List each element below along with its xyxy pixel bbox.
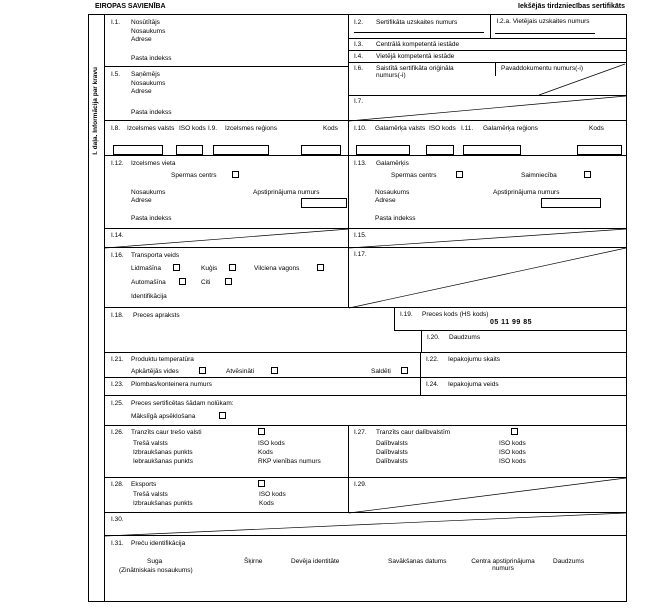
field-label: Nosaukums xyxy=(131,189,166,196)
origin-iso-entry[interactable] xyxy=(176,145,203,155)
field-label: Nosaukums xyxy=(131,80,166,87)
box-number: I.13. xyxy=(354,160,367,167)
approval-number-entry[interactable] xyxy=(301,198,347,208)
row-code-label: RKP vienības numurs xyxy=(258,458,321,465)
chilled-label: Atvēsināti xyxy=(226,368,255,375)
row-code-label: ISO kods xyxy=(499,458,526,465)
code-label: Kods xyxy=(589,125,604,132)
box-i5-consignee xyxy=(105,67,349,121)
airplane-label: Lidmašīna xyxy=(131,265,161,272)
box-i12-place-of-origin xyxy=(105,156,349,229)
box-number: I.7. xyxy=(354,98,364,105)
box-title: Galamērķis xyxy=(376,160,409,167)
destination-country-entry[interactable] xyxy=(356,145,410,155)
box-i17 xyxy=(349,248,626,308)
box-title: Preču identifikācija xyxy=(131,540,186,547)
field-label: Pasta indekss xyxy=(131,55,172,62)
other-label: Citi xyxy=(201,279,211,286)
identification-label: Identifikācija xyxy=(131,293,167,300)
field-label: Pasta indekss xyxy=(375,215,416,222)
column-header-species: Suga xyxy=(147,558,163,565)
row-label: Dalībvalsts xyxy=(376,449,408,456)
row-code-label: ISO kods xyxy=(499,440,526,447)
row-code-label: ISO kods xyxy=(258,440,285,447)
artificial-insemination-label: Mākslīgā apsēklošana xyxy=(131,413,196,420)
transit-third-country-checkbox[interactable] xyxy=(258,428,265,435)
box-i31-identification xyxy=(105,536,626,601)
box-number: I.6. xyxy=(354,65,364,72)
box-i13-place-of-destination xyxy=(349,156,626,229)
part1-strip xyxy=(89,15,105,601)
box-number: I.11. xyxy=(461,125,474,132)
railway-wagon-label: Vilciena vagons xyxy=(254,265,300,272)
box-title: Sertifikāta uzskaites numurs xyxy=(376,19,458,26)
column-subheader-scientific-name: (Zinātniskais nosaukums) xyxy=(119,567,193,574)
page-title-left: EIROPAS SAVIENĪBA xyxy=(95,3,166,10)
semen-centre-checkbox[interactable] xyxy=(232,171,239,178)
box-title: Transporta veids xyxy=(131,252,180,259)
box-number: I.26. xyxy=(111,429,124,436)
destination-region-entry[interactable] xyxy=(463,145,521,155)
crossout-line xyxy=(349,478,626,513)
box-title: Saņēmējs xyxy=(131,71,160,78)
box-number: I.16. xyxy=(111,252,124,259)
box-i25-certified-as xyxy=(105,396,626,426)
box-i20-quantity xyxy=(421,331,626,353)
code-label: Kods xyxy=(323,125,338,132)
local-number-entry-line[interactable] xyxy=(495,24,595,34)
ambient-checkbox[interactable] xyxy=(199,367,206,374)
box-number: I.17. xyxy=(354,251,367,258)
row-label: Izbraukšanas punkts xyxy=(133,449,193,456)
box-title: Izcelsmes valsts xyxy=(127,125,175,132)
box-number: I.2. xyxy=(354,19,364,26)
box-number: I.10. xyxy=(354,125,367,132)
chilled-checkbox[interactable] xyxy=(271,367,278,374)
box-title: Galamērķa reģions xyxy=(483,125,538,132)
export-checkbox[interactable] xyxy=(258,480,265,487)
origin-region-entry[interactable] xyxy=(213,145,269,155)
box-i2-certificate-number xyxy=(349,15,491,39)
box-title: Preces sertificētas šādam nolūkam: xyxy=(131,400,234,407)
iso-code-label: ISO kods xyxy=(429,125,456,132)
artificial-insemination-checkbox[interactable] xyxy=(219,412,226,419)
box-number: I.18. xyxy=(111,312,124,319)
field-label: Nosaukums xyxy=(131,28,166,35)
approval-number-label: Apstiprinājuma numurs xyxy=(253,189,320,196)
box-number: I.19. xyxy=(400,311,413,318)
holding-label: Saimniecība xyxy=(521,172,557,179)
certificate-form xyxy=(88,14,627,602)
box-title: Tranzīts caur dalībvalstīm xyxy=(376,429,451,436)
certificate-number-entry-line[interactable] xyxy=(354,23,484,33)
box-i16-transport xyxy=(105,248,349,308)
box-title: Galamērķa valsts xyxy=(375,125,426,132)
box-i28-export xyxy=(105,478,349,513)
box-title: Iepakojumu skaits xyxy=(448,356,501,363)
semen-centre-checkbox[interactable] xyxy=(456,171,463,178)
frozen-checkbox[interactable] xyxy=(401,367,408,374)
box-title: Centrālā kompetentā iestāde xyxy=(376,41,460,48)
box-i3-central-authority xyxy=(349,39,626,51)
destination-iso-entry[interactable] xyxy=(426,145,454,155)
box-i23-seal-container xyxy=(105,378,421,396)
box-title: Vietējā kompetentā iestāde xyxy=(376,53,455,60)
box-number: I.27. xyxy=(354,429,367,436)
box-i19-commodity-code xyxy=(394,308,626,331)
box-number: I.22. xyxy=(426,356,439,363)
column-header-quantity: Daudzums xyxy=(553,558,585,565)
box-number: I.29. xyxy=(354,481,367,488)
field-label: Adrese xyxy=(375,197,396,204)
origin-region-code-entry[interactable] xyxy=(301,145,341,155)
box-title: Preces kods (HS kods) xyxy=(422,311,489,318)
box-number: I.28. xyxy=(111,481,124,488)
box-title: Plombas/konteinera numurs xyxy=(131,381,212,388)
box-title: Saistītā sertifikāta oriģināla numurs(-i) xyxy=(376,65,454,80)
ship-checkbox[interactable] xyxy=(229,264,236,271)
field-label: Adrese xyxy=(131,197,152,204)
box-number: I.4. xyxy=(354,53,364,60)
iso-code-label: ISO kods xyxy=(179,125,206,132)
field-label: Pasta indekss xyxy=(131,109,172,116)
box-title: Izcelsmes vieta xyxy=(131,160,176,167)
row-code-label: Kods xyxy=(258,449,273,456)
box-i22-number-of-packages xyxy=(421,353,626,378)
crossout-line xyxy=(349,248,626,308)
box-number: I.2.a. xyxy=(496,18,511,25)
column-header-centre-approval-number: Centra apstiprinājuma numurs xyxy=(471,558,535,573)
box-title: Daudzums xyxy=(449,334,481,341)
approval-number-label: Apstiprinājuma numurs xyxy=(493,189,560,196)
field-label: Nosaukums xyxy=(375,189,410,196)
box-number: I.12. xyxy=(111,160,124,167)
crossout-line xyxy=(105,513,626,536)
divider xyxy=(495,63,496,76)
box-number: I.25. xyxy=(111,400,124,407)
destination-region-code-entry[interactable] xyxy=(577,145,622,155)
ambient-label: Apkārtējās vides xyxy=(131,368,179,375)
field-label: Adrese xyxy=(131,36,152,43)
box-number: I.20. xyxy=(427,334,440,341)
accompanying-docs-label: Pavaddokumentu numurs(-i) xyxy=(501,65,584,72)
box-number: I.14. xyxy=(111,232,124,239)
box-i14 xyxy=(105,229,349,248)
box-number: I.24. xyxy=(426,381,439,388)
box-number: I.1. xyxy=(111,19,121,26)
box-i24-type-of-packaging xyxy=(421,378,626,396)
crossout-line xyxy=(349,96,626,121)
box-i4-local-authority xyxy=(349,51,626,63)
box-i27-transit-member-states xyxy=(349,426,626,478)
box-i7 xyxy=(349,96,626,121)
box-title: Tranzīts caur trešo valsti xyxy=(131,429,202,436)
semen-centre-label: Spermas centrs xyxy=(391,172,437,179)
airplane-checkbox[interactable] xyxy=(173,264,180,271)
box-title-text: Vietējais uzskaites numurs xyxy=(512,18,590,25)
row-code-label: ISO kods xyxy=(259,491,286,498)
box-number: I.31. xyxy=(111,540,124,547)
box-i10-i11-destination xyxy=(349,121,626,156)
box-number: I.9. xyxy=(208,125,218,132)
row-label: Trešā valsts xyxy=(133,491,168,498)
box-number: I.23. xyxy=(111,381,124,388)
column-header-collection-date: Savākšanas datums xyxy=(388,558,447,565)
box-i26-transit-third-country xyxy=(105,426,349,478)
box-title: Preces apraksts xyxy=(133,312,180,319)
box-number: I.8. xyxy=(111,125,121,132)
box-title: Iepakojuma veids xyxy=(448,381,499,388)
row-label: Iebraukšanas punkts xyxy=(133,458,193,465)
crossout-line xyxy=(539,64,625,95)
box-title: Produktu temperatūra xyxy=(131,356,194,363)
other-checkbox[interactable] xyxy=(225,278,232,285)
origin-country-entry[interactable] xyxy=(113,145,163,155)
box-number: I.3. xyxy=(354,41,364,48)
crossout-line xyxy=(349,229,626,248)
column-header-breed: Šķirne xyxy=(244,558,263,565)
approval-number-entry[interactable] xyxy=(541,198,601,208)
box-title: Nosūtītājs xyxy=(131,19,160,26)
semen-centre-label: Spermas centrs xyxy=(171,172,217,179)
box-title: Eksports xyxy=(131,481,157,488)
row-label: Izbraukšanas punkts xyxy=(133,500,193,507)
row-label: Dalībvalsts xyxy=(376,458,408,465)
field-label: Pasta indekss xyxy=(131,215,172,222)
crossout-line xyxy=(105,229,349,248)
box-i1-consignor xyxy=(105,15,349,67)
box-i15 xyxy=(349,229,626,248)
box-i2a-local-number xyxy=(491,15,626,39)
row-label: Dalībvalsts xyxy=(376,440,408,447)
box-number: I.30. xyxy=(111,516,124,523)
hs-code-value: 05 11 99 85 xyxy=(489,319,533,326)
box-number: I.15. xyxy=(354,232,367,239)
row-code-label: ISO kods xyxy=(499,449,526,456)
box-number: I.5. xyxy=(111,71,121,78)
box-i29 xyxy=(349,478,626,513)
row-code-label: Kods xyxy=(259,500,274,507)
road-vehicle-label: Automašīna xyxy=(131,279,166,286)
frozen-label: Saldēti xyxy=(371,368,391,375)
ship-label: Kuģis xyxy=(201,265,218,272)
box-i6-related-certificates xyxy=(349,63,626,96)
box-number: I.21. xyxy=(111,356,124,363)
road-vehicle-checkbox[interactable] xyxy=(179,278,186,285)
box-i21-temperature xyxy=(105,353,421,378)
box-title: Izcelsmes reģions xyxy=(225,125,278,132)
transit-member-states-checkbox[interactable] xyxy=(511,428,518,435)
box-i8-i9-origin xyxy=(105,121,349,156)
railway-wagon-checkbox[interactable] xyxy=(317,264,324,271)
holding-checkbox[interactable] xyxy=(584,171,591,178)
row-label: Trešā valsts xyxy=(133,440,168,447)
page-title-right: Iekšējās tirdzniecības sertifikāts xyxy=(518,3,625,10)
column-header-donor-identity: Devēja identitāte xyxy=(291,558,340,565)
field-label: Adrese xyxy=(131,88,152,95)
box-i30 xyxy=(105,513,626,536)
part1-label: I. daļa. Informācija par kravu xyxy=(92,67,99,155)
